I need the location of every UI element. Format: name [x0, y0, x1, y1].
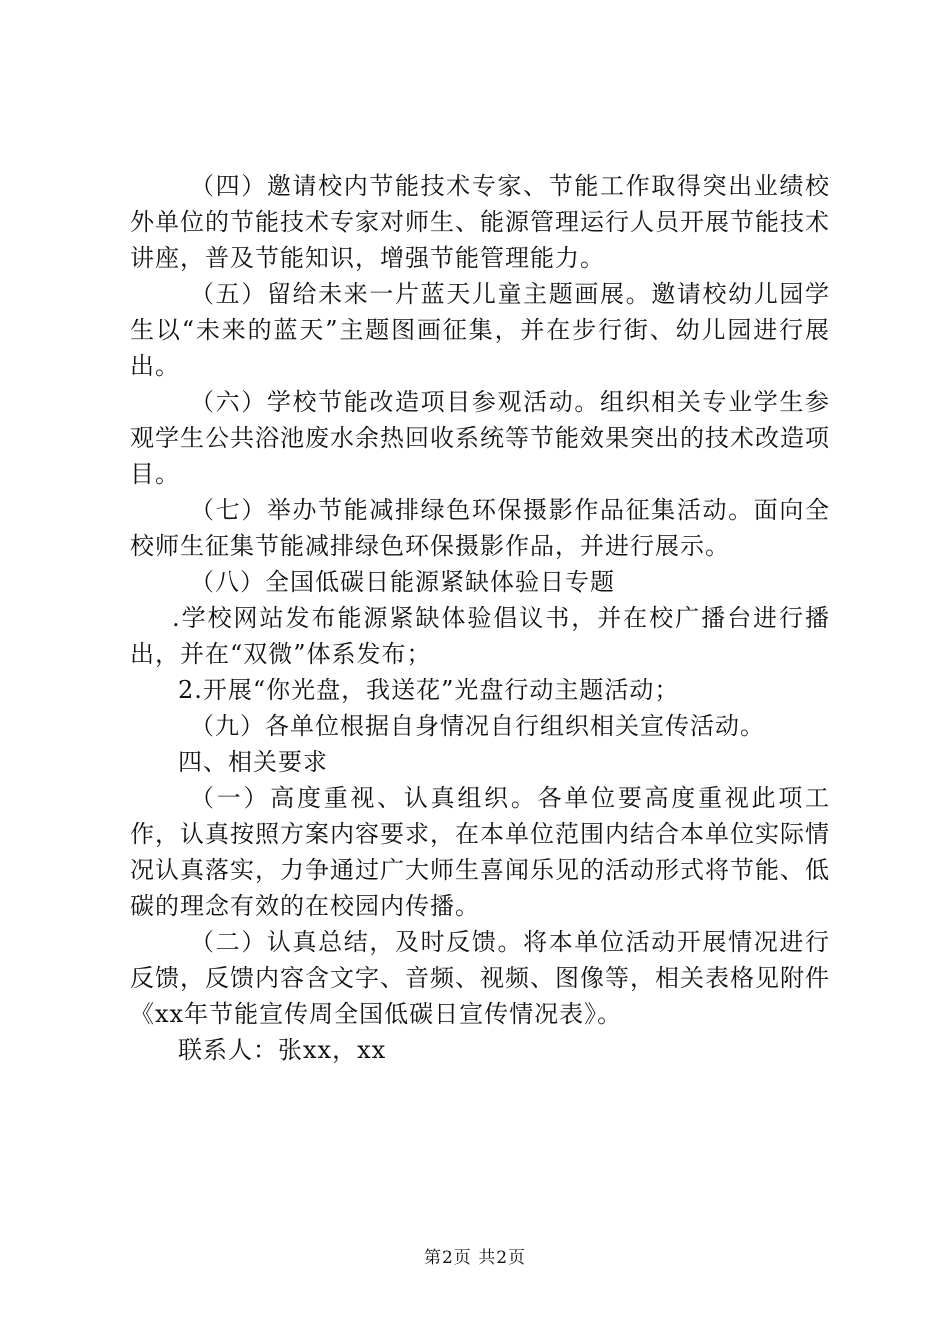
- paragraph-item-4: （四）邀请校内节能技术专家、节能工作取得突出业绩校外单位的节能技术专家对师生、能源管理运行人员开展节能技术讲座，普及节能知识，增强节能管理能力。: [130, 172, 830, 272]
- paragraph-item-8: （八）全国低碳日能源紧缺体验日专题: [190, 568, 615, 596]
- paragraph-item-5: （五）留给未来一片蓝天儿童主题画展。邀请校幼儿园学生以“未来的蓝天”主题图画征集，并在步行街、幼儿园进行展出。: [130, 280, 830, 380]
- section-heading: 四、相关要求: [178, 748, 328, 776]
- paragraph-item-9: （九）各单位根据自身情况自行组织相关宣传活动。: [190, 712, 765, 740]
- document-body: [130, 168, 830, 1068]
- paragraph-item-6: （六）学校节能改造项目参观活动。组织相关专业学生参观学生公共浴池废水余热回收系统等节能效果突出的技术改造项目。: [130, 388, 830, 488]
- page-number-footer: 第2页 共2页: [423, 1248, 527, 1268]
- paragraph-subitem-2: 2.开展“你光盘，我送花”光盘行动主题活动；: [178, 676, 680, 704]
- paragraph-subitem-1: .学校网站发布能源紧缺体验倡议书，并在校广播台进行播出，并在“双微”体系发布；: [130, 604, 830, 668]
- paragraph-item-7: （七）举办节能减排绿色环保摄影作品征集活动。面向全校师生征集节能减排绿色环保摄影作品，并进行展示。: [130, 496, 830, 560]
- contact-line: 联系人：张xx，xx: [178, 1036, 387, 1064]
- paragraph-requirement-2: （二）认真总结，及时反馈。将本单位活动开展情况进行反馈，反馈内容含文字、音频、视频、图像等，相关表格见附件《xx年节能宣传周全国低碳日宣传情况表》。: [130, 928, 830, 1028]
- paragraph-requirement-1: （一）高度重视、认真组织。各单位要高度重视此项工作，认真按照方案内容要求，在本单位范围内结合本单位实际情况认真落实，力争通过广大师生喜闻乐见的活动形式将节能、低碳的理念有效的在校园内传播。: [130, 784, 830, 920]
